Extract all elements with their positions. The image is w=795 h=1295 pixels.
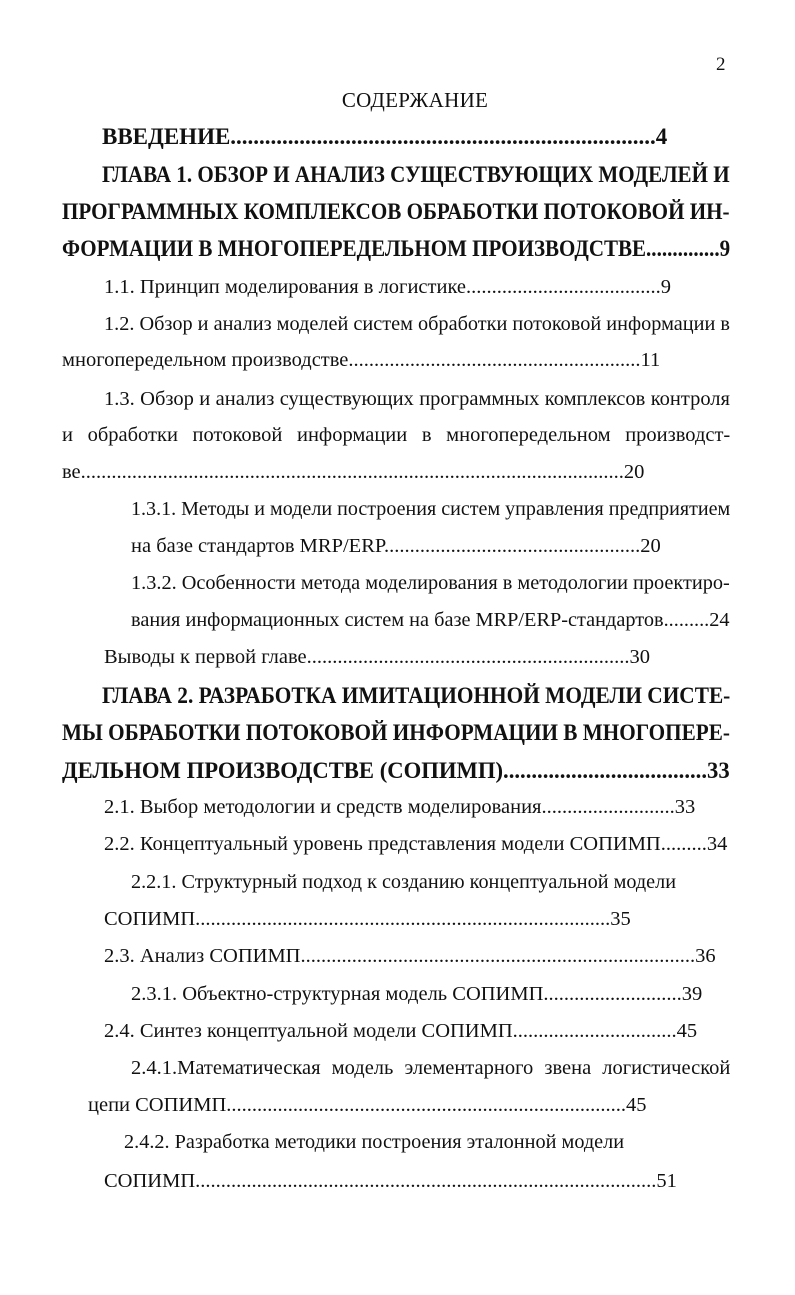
toc-entry-1-3-1-line1: 1.3.1. Методы и модели построения систем управления предприятием [131,498,731,520]
toc-entry-1-3-line1: 1.3. Обзор и анализ существующих программных комплексов контроля [104,388,730,410]
toc-entry-chapter1-line1: ГЛАВА 1. ОБЗОР И АНАЛИЗ СУЩЕСТВУЮЩИХ МОДЕЛЕЙ И [102,162,730,187]
toc-entry-introduction: ВВЕДЕНИЕ..........................................................................4 [102,124,668,149]
toc-entry-2-4-2-line1: 2.4.2. Разработка методики построения эталонной модели [124,1131,625,1153]
toc-entry-2-2: 2.2. Концептуальный уровень представления модели СОПИМП.........34 [104,833,728,855]
toc-entry-2-3-1: 2.3.1. Объектно-структурная модель СОПИМП...........................39 [131,983,703,1005]
toc-entry-2-4: 2.4. Синтез концептуальной модели СОПИМП................................45 [104,1020,698,1042]
toc-entry-2-3: 2.3. Анализ СОПИМП.............................................................................36 [104,945,716,967]
toc-entry-1-3-line3: ве..........................................................................................................20 [62,461,645,483]
toc-entry-1-3-1-line2: на базе стандартов MRP/ERP..................................................20 [131,535,661,557]
toc-entry-chapter2-line2: МЫ ОБРАБОТКИ ПОТОКОВОЙ ИНФОРМАЦИИ В МНОГОПЕРЕ- [62,720,730,745]
toc-entry-2-4-2-line2: СОПИМП..........................................................................................51 [104,1170,677,1192]
toc-entry-chapter1-conclusions: Выводы к первой главе...............................................................30 [104,646,650,668]
toc-entry-2-1: 2.1. Выбор методологии и средств моделирования..........................33 [104,796,696,818]
page-number: 2 [716,54,726,75]
toc-entry-2-4-1-line1: 2.4.1.Математическая модель элементарного звена логистической [131,1057,731,1079]
toc-entry-1-1: 1.1. Принцип моделирования в логистике......................................9 [104,276,672,298]
toc-entry-1-3-2-line2: вания информационных систем на базе MRP/ERP-стандартов.........24 [131,609,730,631]
toc-entry-2-2-1-line2: СОПИМП.................................................................................35 [104,908,631,930]
toc-entry-2-2-1-line1: 2.2.1. Структурный подход к созданию концептуальной модели [131,871,677,893]
toc-entry-1-2-line2: многопередельном производстве.........................................................11 [62,349,661,371]
toc-title: СОДЕРЖАНИЕ [341,88,489,112]
toc-entry-chapter2-line3: ДЕЛЬНОМ ПРОИЗВОДСТВЕ (СОПИМП)....................................33 [62,758,730,783]
toc-entry-1-3-line2: и обработки потоковой информации в многопередельном производст- [62,424,731,446]
toc-entry-1-2-line1: 1.2. Обзор и анализ моделей систем обработки потоковой информации в [104,313,730,335]
toc-entry-1-3-2-line1: 1.3.2. Особенности метода моделирования в методологии проектиро- [131,572,730,594]
toc-entry-chapter1-line2: ПРОГРАММНЫХ КОМПЛЕКСОВ ОБРАБОТКИ ПОТОКОВОЙ ИН- [62,199,730,224]
toc-entry-2-4-1-line2: цепи СОПИМП..............................................................................45 [88,1094,647,1116]
toc-entry-chapter2-line1: ГЛАВА 2. РАЗРАБОТКА ИМИТАЦИОННОЙ МОДЕЛИ СИСТЕ- [102,683,731,708]
toc-entry-chapter1-line3: ФОРМАЦИИ В МНОГОПЕРЕДЕЛЬНОМ ПРОИЗВОДСТВЕ..............9 [62,236,731,261]
